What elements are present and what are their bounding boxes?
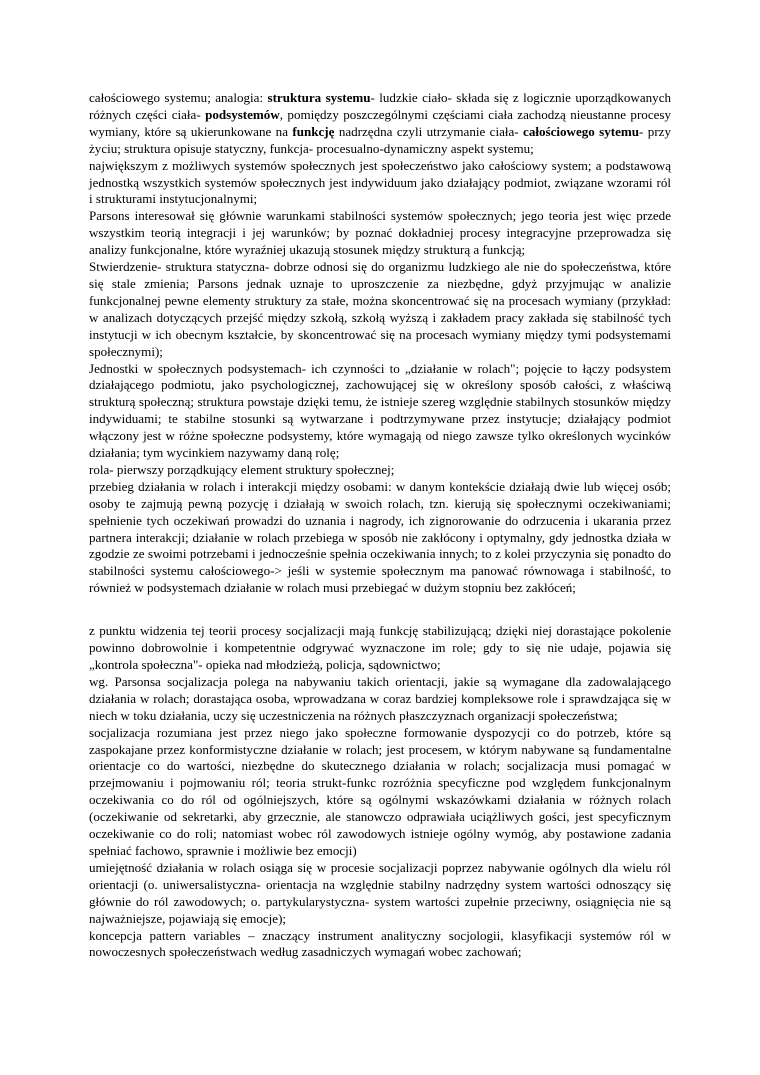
text-segment: całościowego systemu; analogia: bbox=[89, 90, 268, 105]
bold-term-calosciowego-sytemu: całościowego sytemu bbox=[523, 123, 640, 139]
document-page bbox=[89, 90, 671, 961]
text-segment: Jednostki w społecznych podsystemach- ich czynności to „działanie w rolach"; pojęcie to łączy podsystem działającego podmiotu, jako psychologicznej, zachowującej się w określony sposób całości, z właściwą strukturą społeczną; struktura powstaje dzięki temu, że istnieje szereg względnie stabilnych stosunków między indywiduami; te stabilne stosunki są wytwarzane i podtrzymywane przez instytucje; działający podmiot włączony jest w różne społeczne podsystemy, które wymagają od niego zawsze tylko określonych wycinków działania; tym wycinkiem nazywamy daną rolę; bbox=[89, 360, 671, 461]
text-segment: socjalizacja rozumiana jest przez niego jako społeczne formowanie dyspozycji co do potrzeb, które są zaspokajane przez konformistyczne działanie w rolach; jest procesem, w którym nabywane są fundamentalne orientacje co do wartości, niezbędne do skutecznego działania w rolach; socjalizacja musi pomagać w przejmowaniu i pojmowaniu ról; teoria strukt-funkc rozróżnia specyficzne pod względem funkcjonalnym oczekiwania co do ról od ogólniejszych, które są ogólnymi wskazówkami działania w różnych rolach (oczekiwanie od sekretarki, aby grzecznie, ale stanowczo odprawiała uciążliwych gości, jest specyficznym oczekiwanie co do roli; natomiast wobec ról zawodowych istnieje ogólny wymóg, aby postawione zadania spełniać fachowo, sprawnie i możliwie bez emocji) bbox=[89, 724, 671, 858]
bold-term-struktura-systemu: struktura systemu bbox=[267, 90, 371, 105]
text-segment: Stwierdzenie- struktura statyczna- dobrze odnosi się do organizmu ludzkiego ale nie do społeczeństwa, które się stale zmienia; Parsons jednak uznaje to uproszczenie za niezbędne, gdyż przyjmując w analizie funkcjonalnej pewne elementy struktury za stałe, można skoncentrować się na procesach wymiany (przykład: w analizach dotyczących przejść między szkołą, szkołą wyższą i zakładem pracy zakłada się stabilność tych instytucji w ich obecnym kształcie, by skoncentrować się na procesach wymiany między tymi podsystemami społecznymi); bbox=[89, 259, 671, 359]
paragraph-static-structure bbox=[89, 259, 671, 360]
text-segment: z punktu widzenia tej teorii procesy socjalizacji mają funkcję stabilizującą; dzięki niej dorastające pokolenie powinno dobrowolnie i kompetentnie odgrywać wyznaczone im role; gdy to się nie udaje, pojawia się „kontrola społeczna"- opieka nad młodzieżą, policja, sądownictwo; bbox=[89, 623, 671, 672]
paragraph-role-skills bbox=[89, 860, 671, 928]
text-segment: koncepcja pattern variables – znaczący instrument analityczny socjologii, klasyfikacji systemów ról w nowoczesnych społeczeństwach według zasadniczych wymagań wobec zachowań; bbox=[89, 927, 671, 960]
paragraph-pattern-variables bbox=[89, 928, 671, 962]
bold-term-funkcje: funkcję bbox=[292, 123, 335, 139]
text-segment: Parsons interesował się głównie warunkami stabilności systemów społecznych; jego teoria jest więc przede wszystkim teorią integracji i jej warunków; by poznać dokładniej procesy integracyjne przeprowadza się analizy funkcjonalne, które wyraźniej ukazują stosunek między strukturą a funkcją; bbox=[89, 208, 671, 258]
paragraph-society-system bbox=[89, 158, 671, 209]
text-segment: największym z możliwych systemów społecznych jest społeczeństwo jako całościowy system; a podstawową jednostką wszystkich systemów społecznych jest indywiduum jako działający podmiot, związane wzorami ról i strukturami instytucjonalnymi; bbox=[89, 157, 671, 207]
paragraph-gap bbox=[89, 597, 671, 623]
text-segment: nadrzędna czyli utrzymanie ciała- bbox=[334, 123, 524, 139]
text-segment: rola- pierwszy porządkujący element struktury społecznej; bbox=[89, 461, 395, 477]
text-segment: - przy życiu; struktura opisuje statyczny, funkcja- procesualno-dynamiczny aspekt systemu; bbox=[89, 123, 671, 156]
text-segment: przebieg działania w rolach i interakcji między osobami: w danym kontekście działają dwie lub więcej osób; osoby te zajmują pewną pozycję i działają w swoich rolach, tzn. kierują się społecznymi oczekiwaniami; spełnienie tych oczekiwań prowadzi do uznania i nagrody, ich zignorowanie do odrzucenia i ukarania przez partnera interakcji; działanie w rolach przebiega w sposób nie zakłócony i optymalny, gdy jednostka działa w zgodzie ze swoimi potrzebami i jednocześnie spełnia oczekiwania innych; to z kolei przyczynia się ponadto do stabilności systemu całościowego-> jeśli w systemie społecznym ma panować równowaga i stabilność, to również w podsystemach działanie w rolach musi przebiegać w dużym stopniu bez zakłóceń; bbox=[89, 478, 671, 596]
text-segment: wg. Parsonsa socjalizacja polega na nabywaniu takich orientacji, jakie są wymagane dla zadowalającego działania w rolach; dorastająca osoba, wprowadzana w coraz bardziej kompleksowe role i sprawdzająca się w niech w toku działania, uczy się uczestniczenia na różnych płaszczyznach organizacji społeczeństwa; bbox=[89, 673, 671, 723]
text-segment: umiejętność działania w rolach osiąga się w procesie socjalizacji poprzez nabywanie ogólnych dla wielu ról orientacji (o. uniwersalistyczna- orientacja na względnie stabilny nadrzędny system wartości odnoszący się głównie do ról zawodowych; o. partykularystyczna- system wartości zupełnie przeciwny, osiągnięcia nie są najważniejsze, pojawiają się emocje); bbox=[89, 859, 671, 926]
paragraph-socialization-definition bbox=[89, 725, 671, 860]
text-segment: , pomiędzy poszczególnymi częściami ciała zachodzą nieustanne procesy wymiany, które są ukierunkowane na bbox=[89, 106, 672, 139]
paragraph-action-in-roles bbox=[89, 361, 671, 462]
paragraph-interaction-process bbox=[89, 479, 671, 597]
paragraph-role-definition bbox=[89, 462, 671, 479]
paragraph-system-analogy bbox=[89, 90, 671, 158]
bold-term-podsystemow: podsystemów bbox=[205, 106, 280, 122]
text-segment: - ludzkie ciało- składa się z logicznie uporządkowanych różnych części ciała- bbox=[89, 90, 672, 122]
paragraph-parsons-socialization bbox=[89, 674, 671, 725]
paragraph-socialization-function bbox=[89, 623, 671, 674]
paragraph-parsons-stability bbox=[89, 208, 671, 259]
